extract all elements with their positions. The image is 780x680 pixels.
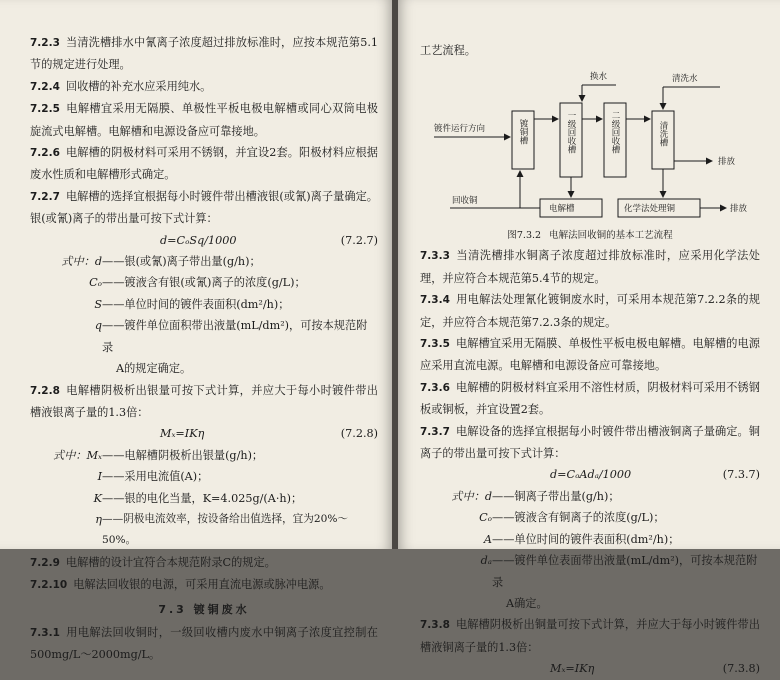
label-recovery-tank-2: 二级回收槽: [610, 111, 620, 154]
clause-number: 7.2.4: [30, 80, 60, 93]
definition-symbol: 式中：Mₓ: [53, 448, 102, 462]
label-huanshui: 换水: [590, 72, 608, 83]
definition-row: [30, 315, 378, 358]
definition-text: ——单位时间的镀件表面积(dm²/h)；: [102, 297, 290, 311]
label-plating-tank: 镀铜槽: [518, 119, 528, 145]
definition-symbol: S: [94, 297, 102, 311]
definition-row: [30, 466, 378, 487]
definition-row: [420, 529, 760, 550]
paragraph-7-2-10: [30, 574, 378, 596]
formula-number: (7.3.8): [722, 662, 760, 676]
formula-expression: d=CₒSq/1000: [160, 233, 237, 247]
figure-caption-text: 电解法回收铜的基本工艺流程: [549, 230, 673, 242]
definition-text: ——阴极电流效率，按设备给出值选择，宜为20%～50%。: [102, 512, 349, 547]
paragraph-7-3-1: [30, 622, 378, 666]
left-content: [30, 32, 378, 666]
clause-number: 7.3.6: [420, 381, 450, 394]
definition-continuation: A确定。: [506, 596, 548, 610]
clause-number: 7.2.5: [30, 103, 60, 116]
clause-number: 7.3.7: [420, 425, 450, 438]
definition-row: [420, 507, 760, 528]
right-content: [420, 40, 760, 680]
label-rinse-tank: 清洗槽: [658, 121, 668, 147]
clause-text: 电解槽的阴极材料可采用不锈钢，并宜设2套。阳极材料应根据废水性质和电解槽形式确定。: [30, 146, 378, 182]
label-reflux: 回收铜: [452, 196, 478, 207]
label-direction: 镀件运行方向: [434, 124, 486, 135]
clause-text: 用电解法处理氰化镀铜废水时，可采用本规范第7.2.2条的规定，并应符合本规范第7.2.3条的规定。: [420, 293, 760, 329]
clause-text: 当清洗槽排水中氰离子浓度超过排放标准时，应按本规范第5.1节的规定进行处理。: [30, 36, 378, 72]
clause-text: 电解设备的选择宜根据每小时镀件带出槽液铜离子量确定。铜离子的带出量可按下式计算：: [420, 424, 760, 461]
clause-text: 用电解法回收铜时，一级回收槽内废水中铜离子浓度宜控制在500mg/L～2000mg/L。: [30, 625, 378, 662]
paragraph-7-2-5: [30, 98, 378, 142]
definition-row: [30, 272, 378, 293]
definition-row: [30, 445, 378, 466]
paragraph-7-2-7: [30, 186, 378, 230]
label-drain-2: 排放: [730, 204, 748, 215]
definition-text: ——银(或氰)离子带出量(g/h)；: [102, 255, 261, 269]
clause-number: 7.3.8: [420, 619, 450, 632]
paragraph-7-3-4: [420, 289, 760, 333]
definition-continuation: A的规定确定。: [116, 362, 192, 376]
clause-number: 7.3.1: [30, 626, 60, 639]
label-qingxishui: 清洗水: [672, 74, 698, 85]
clause-text: 电解槽阴极析出银量可按下式计算，并应大于每小时镀件带出槽液银离子量的1.3倍：: [30, 383, 378, 419]
intro-line: 工艺流程。: [420, 44, 476, 57]
definition-text: ——镀液含有铜离子的浓度(g/L)；: [492, 511, 665, 525]
definition-symbol: I: [97, 470, 102, 484]
definition-text: ——镀件单位表面带出液量(mL/dm²)，可按本规范附录: [492, 554, 758, 589]
formula-7-2-8: [30, 423, 378, 444]
label-drain-1: 排放: [718, 157, 736, 168]
definition-text: ——电解槽阴极析出银量(g/h)；: [102, 448, 264, 462]
clause-text: 电解槽的设计宜符合本规范附录C的规定。: [65, 555, 276, 569]
label-recovery-tank: 一级回收槽: [566, 111, 576, 154]
paragraph-7-2-6: [30, 142, 378, 186]
label-electrolytic: 电解槽: [549, 204, 575, 215]
clause-text: 当清洗槽排水铜离子浓度超过排放标准时，应采用化学法处理，并应符合本规范第5.4节的规定。: [420, 249, 760, 285]
clause-text: 电解槽的选择宜根据每小时镀件带出槽液银(或氰)离子量确定。银(或氰)离子的带出量可按下式计算：: [30, 189, 378, 226]
clause-text: 电解槽宜采用无隔膜、单极性平板电极电解槽或同心双筒电极旋流式电解槽。电解槽和电源设备应可靠接地。: [30, 102, 378, 138]
clause-number: 7.2.7: [30, 190, 60, 203]
definition-row: [30, 509, 378, 552]
definition-text: ——银的电化当量，K=4.025g/(A·h)；: [102, 491, 303, 505]
clause-text: 电解槽的阴极材料宜采用不溶性材质，阴极材料可采用不锈钢板或铜板，并宜设置2套。: [420, 380, 760, 417]
formula-expression: Mₓ=IKη: [160, 427, 205, 441]
clause-text: 电解槽宜采用无隔膜、单极性平板电极电解槽。电解槽的电源应采用直流电源。电解槽和电源设备应可靠接地。: [420, 337, 760, 373]
clause-number: 7.3.3: [420, 250, 450, 263]
clause-text: 电解槽阴极析出铜量可按下式计算，并应大于每小时镀件带出槽液铜离子量的1.3倍：: [420, 618, 760, 654]
definition-row: [420, 550, 760, 593]
formula-number: (7.3.7): [722, 468, 760, 482]
clause-number: 7.3.4: [420, 294, 450, 307]
definition-row: [30, 251, 378, 272]
clause-number: 7.2.6: [30, 147, 60, 160]
definition-symbol: Cₒ: [89, 276, 102, 290]
definition-text: ——采用电流值(A)；: [102, 470, 209, 484]
definition-symbol: η: [95, 512, 102, 526]
formula-number: (7.2.8): [340, 427, 378, 441]
definition-symbol: 式中：d: [451, 489, 492, 503]
definition-symbol: dₐ: [480, 554, 492, 568]
process-flow-figure: [420, 63, 760, 229]
clause-number: 7.3.5: [420, 338, 450, 351]
paragraph-7-3-7: [420, 421, 760, 465]
formula-number: (7.2.7): [340, 233, 378, 247]
clause-number: 7.2.8: [30, 384, 60, 397]
definition-symbol: A: [483, 532, 492, 546]
paragraph-7-2-9: [30, 552, 378, 574]
clause-text: 回收槽的补充水应采用纯水。: [65, 79, 212, 93]
paragraph-7-3-8: [420, 614, 760, 658]
section-title: 7.3 镀铜废水: [158, 602, 250, 616]
paragraph-7-3-3: [420, 245, 760, 289]
clause-text: 电解法回收银的电源，可采用直流电源或脉冲电源。: [73, 578, 331, 592]
paragraph-7-3-6: [420, 377, 760, 421]
process-flow-diagram: [420, 63, 760, 229]
label-chemical: 化学法处理铜: [624, 204, 676, 215]
formula-7-3-7: [420, 464, 760, 485]
clause-number: 7.2.3: [30, 37, 60, 49]
definition-symbol: Cₒ: [479, 511, 492, 525]
definition-row: [30, 488, 378, 509]
definition-row: [30, 294, 378, 315]
definition-text: ——镀件单位面积带出液量(mL/dm²)，可按本规范附录: [102, 319, 368, 354]
definition-text: ——单位时间的镀件表面积(dm²/h)；: [492, 532, 680, 546]
definition-symbol: K: [93, 491, 102, 505]
paragraph-7-3-5: [420, 333, 760, 377]
definition-symbol: 式中：d: [61, 255, 102, 269]
definition-text: ——镀液含有银(或氰)离子的浓度(g/L)；: [102, 276, 306, 290]
figure-caption: [420, 229, 760, 243]
paragraph-7-2-4: [30, 76, 378, 98]
right-page: [398, 0, 780, 676]
figure-number: 图7.3.2: [507, 230, 542, 242]
formula-expression: d=CₒAdₐ/1000: [550, 468, 632, 482]
formula-expression: Mₓ=IKη: [550, 662, 595, 676]
paragraph-7-2-3: [30, 32, 378, 76]
formula-7-3-8: [420, 658, 760, 679]
left-page: [0, 0, 392, 662]
definition-symbol: q: [94, 319, 102, 333]
clause-number: 7.2.9: [30, 556, 60, 569]
definition-text: ——铜离子带出量(g/h)；: [492, 489, 620, 503]
paragraph-7-2-8: [30, 380, 378, 424]
clause-number: 7.2.10: [30, 579, 68, 592]
definition-row: [420, 486, 760, 507]
formula-7-2-7: [30, 230, 378, 251]
